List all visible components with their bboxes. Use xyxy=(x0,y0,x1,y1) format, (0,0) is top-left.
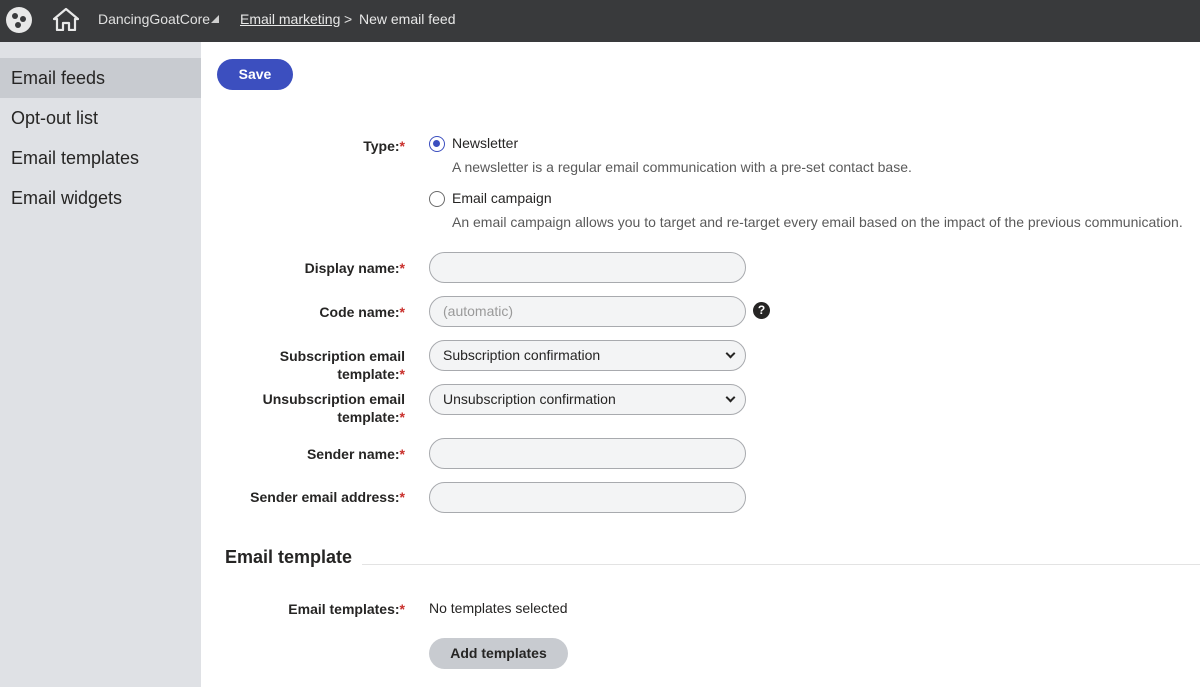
sidebar xyxy=(0,42,201,687)
sender-name-label: Sender name:* xyxy=(306,446,405,462)
subscription-template-select[interactable]: Subscription confirmation xyxy=(429,340,746,371)
section-divider xyxy=(362,564,1200,565)
sidebar-item-email-templates[interactable]: Email templates xyxy=(11,148,140,168)
display-name-label: Display name:* xyxy=(304,260,405,276)
site-selector-caret-icon[interactable] xyxy=(211,15,219,23)
breadcrumb-separator: > xyxy=(344,11,353,27)
add-templates-button[interactable]: Add templates xyxy=(429,638,568,669)
display-name-input[interactable] xyxy=(429,252,746,283)
subscription-template-label: Subscription email template:* xyxy=(279,348,405,382)
email-campaign-description: An email campaign allows you to target and re-target every email based on the impact of the previous communication. xyxy=(452,214,1183,230)
top-bar xyxy=(0,0,1200,42)
type-label: Type:* xyxy=(363,138,405,154)
sender-email-label: Sender email address:* xyxy=(250,489,405,505)
unsubscription-template-select[interactable]: Unsubscription confirmation xyxy=(429,384,746,415)
newsletter-radio-label[interactable]: Newsletter xyxy=(452,135,519,151)
sidebar-item-email-widgets[interactable]: Email widgets xyxy=(11,188,123,208)
newsletter-radio[interactable] xyxy=(429,136,445,152)
code-name-label: Code name:* xyxy=(319,304,405,320)
sender-name-input[interactable] xyxy=(429,438,746,469)
breadcrumb-current: New email feed xyxy=(359,11,456,27)
email-templates-label: Email templates:* xyxy=(288,601,405,617)
code-name-placeholder: (automatic) xyxy=(443,303,514,319)
chevron-down-icon xyxy=(726,349,736,359)
email-campaign-radio-label[interactable]: Email campaign xyxy=(452,190,552,206)
app-menu-icon[interactable] xyxy=(6,7,32,33)
breadcrumb-email-marketing[interactable]: Email marketing xyxy=(240,11,341,27)
email-templates-value: No templates selected xyxy=(429,600,568,616)
email-template-section-title: Email template xyxy=(225,547,353,567)
save-button[interactable]: Save xyxy=(217,59,293,90)
unsubscription-template-label: Unsubscription email template:* xyxy=(262,391,405,425)
chevron-down-icon xyxy=(726,393,736,403)
sidebar-item-opt-out-list[interactable]: Opt-out list xyxy=(11,108,99,128)
sidebar-item-email-feeds[interactable]: Email feeds xyxy=(0,58,201,98)
newsletter-description: A newsletter is a regular email communication with a pre-set contact base. xyxy=(452,159,912,175)
email-campaign-radio[interactable] xyxy=(429,191,445,207)
site-selector[interactable]: DancingGoatCore xyxy=(98,11,211,27)
home-icon[interactable] xyxy=(53,7,79,31)
code-name-input[interactable] xyxy=(429,296,746,327)
sender-email-input[interactable] xyxy=(429,482,746,513)
question-circle-icon[interactable]: ? xyxy=(753,302,770,319)
